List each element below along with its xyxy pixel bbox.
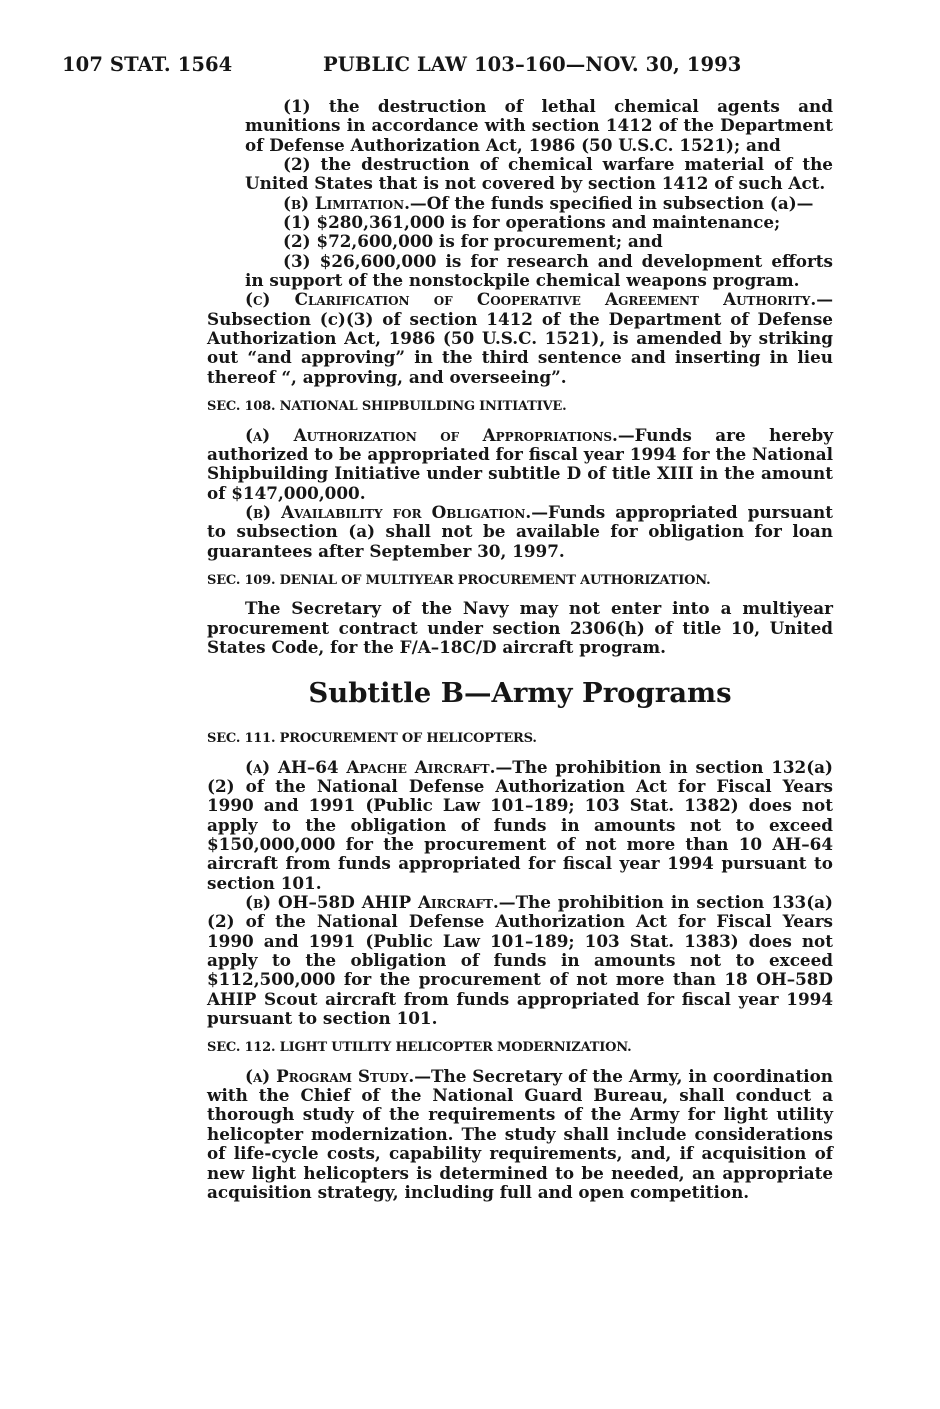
section-108-b-text: —Funds appropriated pursuant to subsection (a) shall not be available for obligation for loan guarantees after September 30, 1997. bbox=[207, 501, 833, 561]
paragraph-2: (2) the destruction of chemical warfare material of the United States that is not covered by section 1412 of such Act. bbox=[245, 154, 833, 194]
document-body bbox=[207, 97, 833, 1202]
section-108-a-text: —Funds are hereby authorized to be appropriated for fiscal year 1994 for the National Shipbuilding Initiative under subtitle D of title XIII in the amount of $147,000,000. bbox=[207, 424, 833, 503]
section-112-heading: SEC. 112. LIGHT UTILITY HELICOPTER MODERNIZATION. bbox=[207, 1040, 632, 1056]
section-111-a-heading: (a) AH–64 Apache Aircraft. bbox=[245, 756, 496, 777]
subsection-c bbox=[207, 290, 833, 387]
subtitle-heading: Subtitle B—Army Programs bbox=[308, 677, 732, 710]
subsection-b-text: —Of the funds specified in subsection (a)— bbox=[409, 192, 814, 213]
section-109-text: The Secretary of the Navy may not enter into a multiyear procurement contract under section 2306(h) of title 10, United States Code, for the F/A–18C/D aircraft program. bbox=[207, 598, 833, 657]
section-108-a-heading: (a) Authorization of Appropriations. bbox=[245, 424, 618, 445]
subsection-b-3: (3) $26,600,000 is for research and development efforts in support of the nonstockpile chemical weapons program. bbox=[245, 250, 833, 291]
section-111-heading: SEC. 111. PROCUREMENT OF HELICOPTERS. bbox=[207, 731, 537, 747]
section-111-b-text: —The prohibition in section 133(a)(2) of the National Defense Authorization Act for Fiscal Years 1990 and 1991 (Public Law 101–189; 103 Stat. 1383) does not apply to the obligation of funds in amounts not to exceed $112,500,000 for the procurement of not more than 18 OH–58D AHIP Scout aircraft from funds appropriated for fiscal year 1994 pursuant to section 101. bbox=[207, 892, 833, 1029]
section-112-a-text: —The Secretary of the Army, in coordination with the Chief of the National Guard Bureau, shall conduct a thorough study of the requirements of the Army for light utility helicopter modernization. The study shall include considerations of life-cycle costs, capability requirements, and, if acquisition of new light helicopters is determined to be needed, an appropriate acquisition strategy, including full and open competition. bbox=[207, 1065, 833, 1202]
section-109-heading: SEC. 109. DENIAL OF MULTIYEAR PROCUREMENT AUTHORIZATION. bbox=[207, 572, 711, 588]
subsection-b-heading: (b) Limitation. bbox=[283, 192, 410, 213]
subsection-c-text: — Subsection (c)(3) of section 1412 of the Department of Defense Authorization Act, 1986 (50 U.S.C. 1521), is amended by striking out “and approving” in the third sentence and inserting in lieu thereof “, approving, and overseeing”. bbox=[207, 289, 833, 387]
section-108-heading: SEC. 108. NATIONAL SHIPBUILDING INITIATIVE. bbox=[207, 399, 567, 415]
section-112-a-heading: (a) Program Study. bbox=[245, 1065, 415, 1086]
section-108-a bbox=[207, 426, 833, 503]
subsection-b-1: (1) $280,361,000 is for operations and maintenance; bbox=[283, 212, 781, 233]
subsection-b-2: (2) $72,600,000 is for procurement; and bbox=[283, 231, 663, 252]
section-108-b-heading: (b) Availability for Obligation. bbox=[245, 501, 532, 522]
section-112-a bbox=[207, 1067, 833, 1202]
page-stat-citation: 107 STAT. 1564 bbox=[62, 53, 233, 76]
subsection-b bbox=[245, 194, 833, 213]
subsection-c-heading: (c) Clarification of Cooperative Agreement Authority. bbox=[245, 289, 817, 310]
section-111-b-heading: (b) OH–58D AHIP Aircraft. bbox=[245, 892, 499, 913]
page-running-head: PUBLIC LAW 103–160—NOV. 30, 1993 bbox=[323, 53, 742, 76]
section-111-b bbox=[207, 893, 833, 1028]
section-108-b bbox=[207, 503, 833, 561]
section-111-a-text: —The prohibition in section 132(a)(2) of the National Defense Authorization Act for Fiscal Years 1990 and 1991 (Public Law 101–189; 103 Stat. 1382) does not apply to the obligation of funds in amounts not to exceed $150,000,000 for the procurement of not more than 10 AH–64 aircraft from funds appropriated for fiscal year 1994 pursuant to section 101. bbox=[207, 756, 833, 893]
paragraph-1: (1) the destruction of lethal chemical agents and munitions in accordance with section 1412 of the Department of Defense Authorization Act, 1986 (50 U.S.C. 1521); and bbox=[245, 96, 833, 155]
section-111-a bbox=[207, 758, 833, 893]
